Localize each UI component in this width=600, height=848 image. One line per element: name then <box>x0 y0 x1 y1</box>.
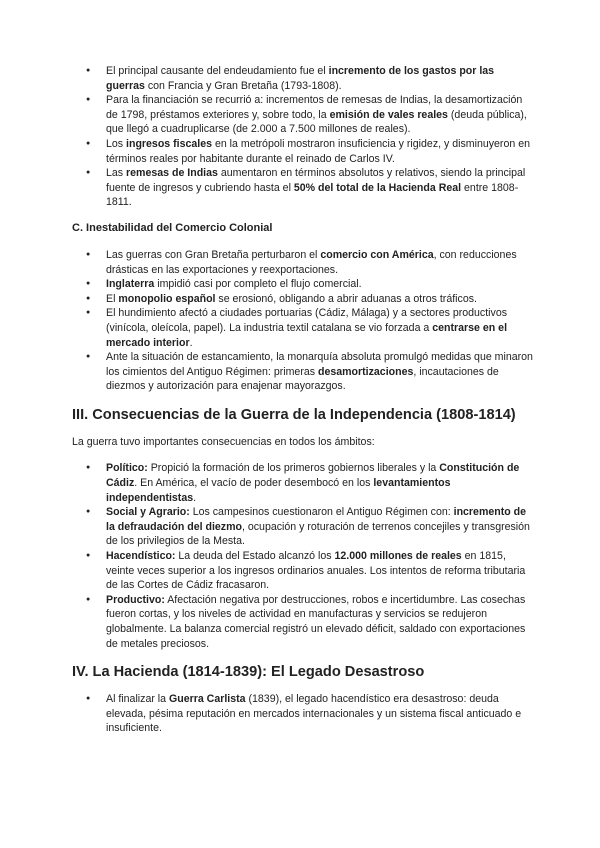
bold-phrase: levantamientos independentistas <box>106 477 451 504</box>
list-item: ● Las remesas de Indias aumentaron en términos absolutos y relativos, siendo la principal fuente de ingresos y cubriendo hasta el 50% del total de la Hacienda Real entre 1808-1811. <box>72 166 534 210</box>
bullet-list-debt <box>72 64 534 210</box>
bold-phrase: 50% del total de la Hacienda Real <box>293 181 462 194</box>
bold-phrase: Político: <box>106 462 148 475</box>
list-item: ● Ante la situación de estancamiento, la monarquía absoluta promulgó medidas que minaron los cimientos del Antiguo Régimen: primeras desamortizaciones, incautaciones de diezmos y autorización para enajenar mayorazgos. <box>72 350 534 394</box>
bold-phrase: 12.000 millones de reales <box>334 550 462 563</box>
bold-phrase: monopolio español <box>118 292 216 305</box>
section-iii-intro: La guerra tuvo importantes consecuencias en todos los ámbitos: <box>72 435 375 448</box>
section-iii-heading: III. Consecuencias de la Guerra de la Independencia (1808-1814) <box>72 406 516 423</box>
list-item: ● Los ingresos fiscales en la metrópoli mostraron insuficiencia y rigidez, y disminuyeron en términos reales por habitante durante el reinado de Carlos IV. <box>72 137 534 166</box>
list-item: ● Para la financiación se recurrió a: incrementos de remesas de Indias, la desamortización de 1798, préstamos exteriores y, sobre todo, la emisión de vales reales (deuda pública), que llegó a cuadruplicarse (de 2.000 a 7.500 millones de reales). <box>72 93 534 137</box>
bold-phrase: Productivo: <box>106 593 165 606</box>
bold-phrase: Social y Agrario: <box>106 506 190 519</box>
bold-phrase: Constitución de Cádiz <box>106 462 520 490</box>
bold-phrase: emisión de vales reales <box>329 108 448 121</box>
list-item: ● Inglaterra impidió casi por completo el flujo comercial. <box>72 277 534 292</box>
section-iv-heading: IV. La Hacienda (1814-1839): El Legado Desastroso <box>72 664 425 681</box>
list-item: ● El principal causante del endeudamiento fue el incremento de los gastos por las guerras con Francia y Gran Bretaña (1793-1808). <box>72 64 534 93</box>
list-item: ● Las guerras con Gran Bretaña perturbaron el comercio con América, con reducciones drásticas en las exportaciones y reexportaciones. <box>72 248 534 277</box>
bold-phrase: incremento de la defraudación del diezmo <box>106 506 527 533</box>
list-item: ● Productivo: Afectación negativa por destrucciones, robos e incertidumbre. Las cosechas fueron cortas, y los niveles de actividad en manufacturas y servicios se redujeron globalmente. La balanza comercial registró un elevado déficit, saldado con exportaciones de metales preciosos. <box>72 593 534 651</box>
bold-phrase: centrarse en el mercado interior <box>106 321 508 349</box>
bold-phrase: comercio con América <box>320 248 434 261</box>
bold-phrase: desamortizaciones <box>317 365 414 378</box>
list-item: ● Social y Agrario: Los campesinos cuestionaron el Antiguo Régimen con: incremento de la defraudación del diezmo, ocupación y roturación de terrenos concejiles y transgresión de los privilegios de la Mesta. <box>72 505 534 549</box>
bold-phrase: Hacendístico: <box>106 550 176 563</box>
bold-phrase: incremento de los gastos por las guerras <box>106 65 495 92</box>
bold-phrase: remesas de Indias <box>126 167 218 180</box>
list-item: ● Al finalizar la Guerra Carlista (1839), el legado hacendístico era desastroso: deuda elevada, pésima reputación en mercados internacionales y un sistema fiscal anticuado e insuficiente. <box>72 692 534 736</box>
list-item: ● El hundimiento afectó a ciudades portuarias (Cádiz, Málaga) y a sectores productivos (vinícola, oleícola, papel). La industria textil catalana se vio forzada a centrarse en el mercado interior. <box>72 306 534 350</box>
section-c-heading: C. Inestabilidad del Comercio Colonial <box>72 221 273 234</box>
bold-phrase: ingresos fiscales <box>126 137 213 150</box>
bullet-list-hacienda <box>72 692 534 736</box>
bold-phrase: Inglaterra <box>106 278 155 291</box>
bold-phrase: Guerra Carlista <box>169 693 246 706</box>
list-item: ● El monopolio español se erosionó, obligando a abrir aduanas a otros tráficos. <box>72 292 534 307</box>
list-item: ● Hacendístico: La deuda del Estado alcanzó los 12.000 millones de reales en 1815, veinte veces superior a los ingresos ordinarios anuales. Los intentos de reforma tributaria de las Cortes de Cádiz fracasaron. <box>72 549 534 593</box>
bullet-list-colonial-trade <box>72 248 534 394</box>
list-item: ● Político: Propició la formación de los primeros gobiernos liberales y la Constitución de Cádiz. En América, el vacío de poder desembocó en los levantamientos independentistas. <box>72 461 534 505</box>
bullet-list-consequences <box>72 461 534 651</box>
